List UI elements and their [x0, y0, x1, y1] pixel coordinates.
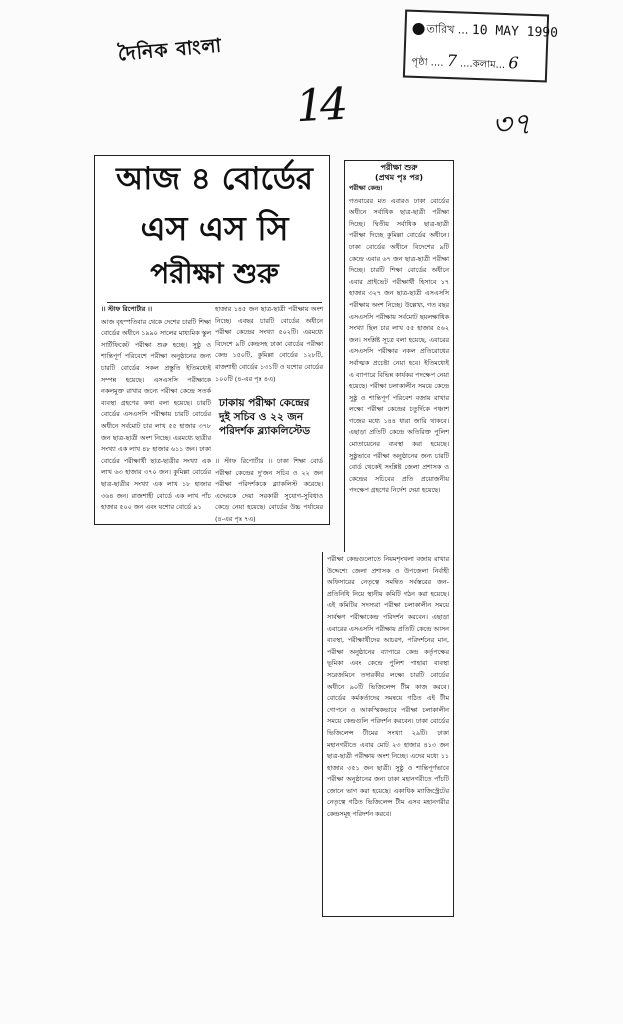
stamp-column-value: 6 [508, 53, 519, 73]
column-c-text: ।। স্টাফ রিপোর্টার ।। ঢাকা শিক্ষা বোর্ড পরীক্ষা কেন্দ্রের দু'জন সচিব ও ২২ জন পরীক্ষা পরিদর্শককে ব্ল্যাকলিস্ট করেছে। এদেরকে দেয়া সরকারী সুযোগ-সুবিধাও কেড়ে নেয়া হয়েছে। বোর্ডের উচ্চ পর্যায়ের (৪-এর পৃঃ ৭এ) [215, 457, 323, 523]
continued-column-1 [349, 183, 449, 553]
article-column-a [101, 304, 211, 516]
column-a-text: আজ বৃহস্পতিবার থেকে দেশের চারটি শিক্ষা বোর্ডের অধীনে ১৯৯০ সালের মাধ্যমিক স্কুল সার্টিফিকেট পরীক্ষা শুরু হচ্ছে। সুষ্ঠু ও শান্তিপূর্ণ পরিবেশে পরীক্ষা অনুষ্ঠানের জন্য চারটি বোর্ডের সকল প্রস্তুতি ইতিমধ্যেই সম্পন্ন হয়েছে। এসএসসি পরীক্ষাকে নকলমুক্ত রাখার জন্যে পরীক্ষা কেন্দ্রে সতর্ক ব্যবস্থা গ্রহণের কথা বলা হয়েছে। চারটি বোর্ডের এসএসসি পরীক্ষায় চারটি বোর্ডের অধীনে সর্বমোট চার লাখ ৫৫ হাজার ৩৭৮ জন ছাত্র-ছাত্রী অংশ নিচ্ছে। এরমধ্যে ছাত্রীর সংখ্যা এক লাখ ৪৮ হাজার ৬১১ জন। ঢাকা বোর্ডের পরীক্ষার্থী ছাত্র-ছাত্রীর সংখ্যা এক লাখ ৬৩ হাজার ৩৭০ জন। কুমিল্লা বোর্ডের ছাত্র-ছাত্রীর সংখ্যা এক লাখ ১৮ হাজার ৩৬৪ জন। রাজশাহী বোর্ডে এক লাখ পাঁচ হাজার ৫০০ জন এবং যশোর বোর্ডে ৯১ [101, 317, 211, 512]
continued-column-2 [327, 554, 449, 912]
handwritten-folio: ৩৭ [492, 107, 532, 142]
headline-line-3: পরীক্ষা শুরু [150, 257, 279, 290]
stamp-date-value: 10 MAY 1990 [471, 22, 559, 41]
column-b-text: হাজার ১৪৫ জন ছাত্র-ছাত্রী পরীক্ষায় অংশ নিচ্ছে। এবছর চারটি বোর্ডের অধীনে পরীক্ষা কেন্দ্রের সংখ্যা ৫০২টি। এরমধ্যে বিদেশে ৯টি কেন্দ্রসহ ঢাকা বোর্ডের পরীক্ষা কেন্দ্র ১৫০টি, কুমিল্লা বোর্ডের ১২৮টি, রাজশাহী বোর্ডের ১৩১টি ও যশোর বোর্ডের ১০০টি (৪-এর পৃঃ ৪এ) [215, 305, 323, 383]
continued-column-2-text: পরীক্ষা কেন্দ্রগুলোতে নিয়মশৃংখলা বজায় রাখার উদ্দেশ্যে জেলা প্রশাসক ও উপজেলা নির্বাহী অফিসারের নেতৃত্বে সমন্বিত সর্বস্তরের জন-প্রতিনিধি নিয়ে স্থানীয় কমিটি গঠন করা হয়েছে। এই কমিটির সদস্যরা পরীক্ষা চলাকালীন সময়ে সার্বক্ষণ পরীক্ষাকেন্দ্র পরিদর্শন করবেন। এছাড়া এবারের এসএসসি পরীক্ষায় প্রতিটি কেন্দ্রে আসন ব্যবস্থা, পরীক্ষার্থীদের আচরণ, পরিদর্শনের মান, পরীক্ষা অনুষ্ঠানের ব্যাপারে কেন্দ্র কর্তৃপক্ষের ভূমিকা এবং কেন্দ্রে পুলিশ পাহারা ব্যবস্থা সরেজমিনে তদারকীর লক্ষ্যে চারটি বোর্ডের অধীনে ৯০টি ভিজিলেন্স টীম কাজ করবে। বোর্ডের কর্মকর্তাদের সমন্বয়ে গঠিত এই টীম গোপনে ও আকস্মিকভাবে পরীক্ষা চলাকালীন সময়ে কেন্দ্রগুলি পরিদর্শন করবেন। ঢাকা বোর্ডের ভিজিলেন্স টীমের সংখ্যা ২৯টি। ঢাকা মহানগরীতে এবার মোট ২৩ হাজার ৪১৩ জন ছাত্র-ছাত্রী পরীক্ষায় অংশ নিচ্ছে। এদের মধ্যে ১১ হাজার ৩৫১ জন ছাত্রী। সুষ্ঠু ও শান্তিপূর্ণভাবে পরীক্ষা অনুষ্ঠানের জন্য ঢাকা মহানগরীতে পাঁচটি জোনে ভাগ করা হয়েছে। একাধিক ম্যাজিস্ট্রেটের নেতৃত্বে গঠিত ভিজিলেন্স টীম এসব মহানগরীর কেন্দ্রসমূহ পরিদর্শন করবে। [327, 555, 449, 819]
stamp-column-label: কলাম [472, 58, 496, 71]
continued-intro: পরীক্ষা কেন্দ্র। [349, 184, 383, 192]
stamp-page-value: 7 [446, 50, 458, 71]
article-continued-lower [322, 552, 454, 917]
byline: ।। স্টাফ রিপোর্টার ।। [101, 305, 153, 313]
sub-headline: ঢাকায় পরীক্ষা কেন্দ্রের দুই সচিব ও ২২ জন পরিদর্শক ব্ল্যাকলিস্টেড [219, 397, 311, 437]
stamp-page-row: পৃষ্ঠা .... 7 ....কলাম... 6 [411, 50, 519, 73]
article-continued [344, 160, 454, 553]
handwritten-number: 14 [294, 78, 346, 133]
continued-column-1-text: গতবারের মত এবারও ঢাকা বোর্ডের অধীনে সর্বাধিক ছাত্র-ছাত্রী পরীক্ষা দিচ্ছে। দ্বিতীয় সর্বাধিক ছাত্র-ছাত্রী পরীক্ষা দিচ্ছে কুমিল্লা বোর্ডের অধীনে। ঢাকা বোর্ডের অধীনে বিদেশের ৯টি কেন্দ্রে এবার ৬৭ জন ছাত্র-ছাত্রী পরীক্ষা দিচ্ছে। চারটি শিক্ষা বোর্ডের অধীনে এবার প্রাইভেট পরীক্ষার্থী হিসাবে ১৭ হাজার ৩২৭ জন ছাত্র-ছাত্রী এসএসসি পরীক্ষায় অংশ নিচ্ছে। উল্লেখ্য, গত বছর এসএসসি পরীক্ষায় সর্বমোট ছয়লক্ষাধিক সংখ্যা ছিল চার লাখ ৫৫ হাজার ৫৬২ জন। সংশ্লিষ্ট সূত্রে বলা হয়েছে, এবারের এসএসসি পরীক্ষার নকল প্রতিরোধের সর্বাত্মক প্রচেষ্টা নেয়া হবে। ইতিমধ্যেই এ ব্যাপারে বিভিন্ন কার্যকর পদক্ষেপ নেয়া হয়েছে। পরীক্ষা চলাকালীন সময়ে কেন্দ্রে সুষ্ঠু ও শান্তিপূর্ণ পরিবেশ বজায় রাখার লক্ষ্যে পরীক্ষা কেন্দ্রের চতুর্দিকে পঞ্চাশ গজের মধ্যে ১৪৪ ধারা জারি থাকবে। এছাড়া প্রতিটি কেন্দ্রে অতিরিক্ত পুলিশ মোতায়েনের ব্যবস্থা করা হয়েছে। সুষ্ঠুভাবে পরীক্ষা অনুষ্ঠানের জন্য চারটি বোর্ড থেকেই সংশ্লিষ্ট জেলা প্রশাসক ও কেন্দ্রের সচিবের প্রতি প্রয়োজনীয় পদক্ষেপ গ্রহণের নির্দেশ দেয়া হয়েছে। [349, 196, 449, 495]
date-stamp [403, 10, 559, 83]
continued-heading [349, 163, 449, 183]
stamp-date-label: তারিখ [426, 22, 455, 37]
article-main [94, 155, 330, 525]
article-column-b [215, 304, 323, 394]
newspaper-name: দৈনিক বাংলা [117, 34, 223, 66]
headline-line-2: এস এস সি [140, 209, 289, 248]
stamp-date-row: তারিখ ... 10 MAY 1990 [412, 20, 558, 44]
article-column-c [215, 456, 323, 523]
continued-title: পরীক্ষা শুরু [380, 163, 418, 172]
stamp-page-label: পৃষ্ঠা [411, 56, 428, 69]
headline-line-1: আজ ৪ বোর্ডের [116, 161, 313, 197]
headline-box [107, 160, 322, 303]
ink-blot-icon [412, 23, 424, 35]
continued-subtitle: (প্রথম পৃঃ পর) [374, 173, 423, 182]
